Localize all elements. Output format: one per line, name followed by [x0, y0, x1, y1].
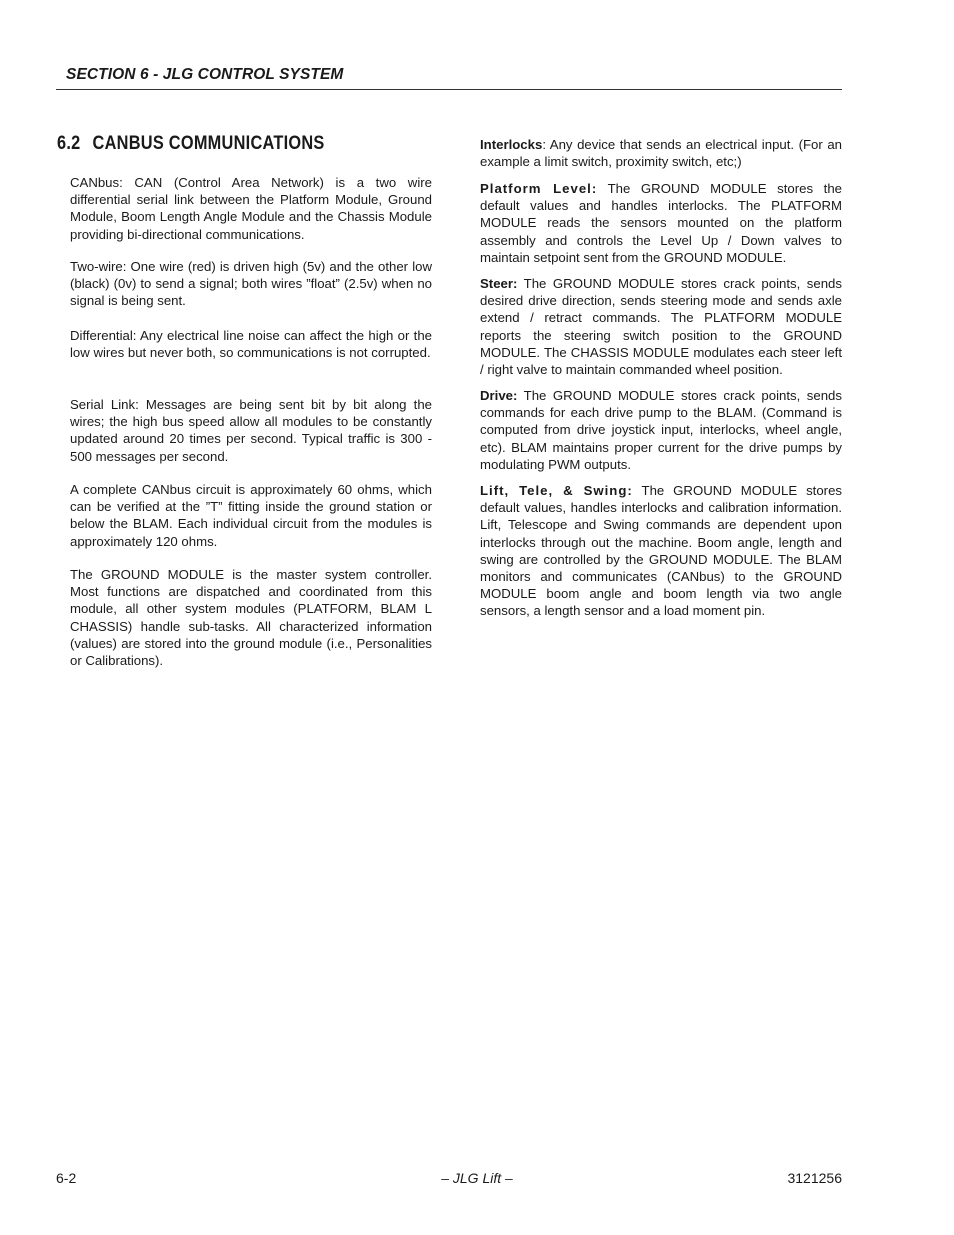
paragraph-platform-level	[480, 180, 842, 266]
paragraph-body: The GROUND MODULE stores crack points, sends commands for each drive pump to the BLAM. (Command is computed from drive joystick input, interlocks, wheel angle, etc). BLAM maintains proper current for the drive pumps by modulating PWM outputs.	[480, 388, 842, 472]
footer-document-number: 3121256	[787, 1170, 842, 1186]
paragraph-two-wire: Two-wire: One wire (red) is driven high (5v) and the other low (black) (0v) to send a signal; both wires ”float” (2.5v) when no signal is being sent.	[70, 259, 432, 309]
paragraph-lead: Drive:	[480, 388, 518, 403]
paragraph-lift-tele-swing	[480, 482, 842, 620]
paragraph-lead: Platform Level:	[480, 181, 598, 196]
paragraph-drive	[480, 387, 842, 473]
paragraph-body: : Any device that sends an electrical input. (For an example a limit switch, proximity switch, etc;)	[480, 137, 842, 170]
paragraph-body: The GROUND MODULE stores the default values and handles interlocks. The PLATFORM MODULE reads the sensors mounted on the platform assembly and controls the Level Up / Down valves to maintain setpoint sent from the GROUND MODULE.	[480, 181, 842, 265]
paragraph-body: The GROUND MODULE stores crack points, sends desired drive direction, sends steering mode and sends axle extend / retract commands. The PLATFORM MODULE reports the steering switch position to the GROUND MODULE. The CHASSIS MODULE modulates each steer left / right valve to maintain commanded wheel position.	[480, 276, 842, 378]
paragraph-interlocks	[480, 136, 842, 170]
paragraph-steer	[480, 275, 842, 378]
section-number: 6.2	[57, 133, 81, 154]
footer-page-number: 6-2	[56, 1170, 77, 1186]
paragraph-lead: Interlocks	[480, 137, 543, 152]
section-heading	[57, 133, 325, 155]
paragraph-serial-link: Serial Link: Messages are being sent bit by bit along the wires; the high bus speed allow all modules to be constantly updated around 20 times per second. Typical traffic is 300 - 500 messages per second.	[70, 397, 432, 464]
paragraph-canbus: CANbus: CAN (Control Area Network) is a two wire differential serial link between the Platform Module, Ground Module, Boom Length Angle Module and the Chassis Module providing bi-directional communications.	[70, 175, 432, 242]
paragraph-circuit-resistance: A complete CANbus circuit is approximately 60 ohms, which can be verified at the ”T” fitting inside the ground station or below the BLAM. Each individual circuit from the modules is approximately 120 ohms.	[70, 482, 432, 549]
footer-publisher: – JLG Lift –	[441, 1170, 513, 1186]
header-divider	[56, 89, 842, 90]
paragraph-lead: Lift, Tele, & Swing:	[480, 483, 633, 498]
paragraph-differential: Differential: Any electrical line noise can affect the high or the low wires but never both, so communications is not corrupted.	[70, 328, 432, 361]
paragraph-ground-module: The GROUND MODULE is the master system controller. Most functions are dispatched and coordinated from this module, all other system modules (PLATFORM, BLAM L CHASSIS) handle sub-tasks. All characterized information (values) are stored into the ground module (i.e., Personalities or Calibrations).	[70, 567, 432, 669]
section-title: CANBUS COMMUNICATIONS	[92, 133, 325, 154]
paragraph-lead: Steer:	[480, 276, 518, 291]
paragraph-body: The GROUND MODULE stores default values, handles interlocks and calibration information. Lift, Telescope and Swing commands are dependent upon interlocks through out the machine. Boom angle, length and swing are controlled by the GROUND MODULE. The BLAM monitors and communicates (CANbus) to the GROUND MODULE boom angle and boom length via two angle sensors, a length sensor and a load moment pin.	[480, 483, 842, 619]
section-header-title: SECTION 6 - JLG CONTROL SYSTEM	[66, 66, 344, 83]
